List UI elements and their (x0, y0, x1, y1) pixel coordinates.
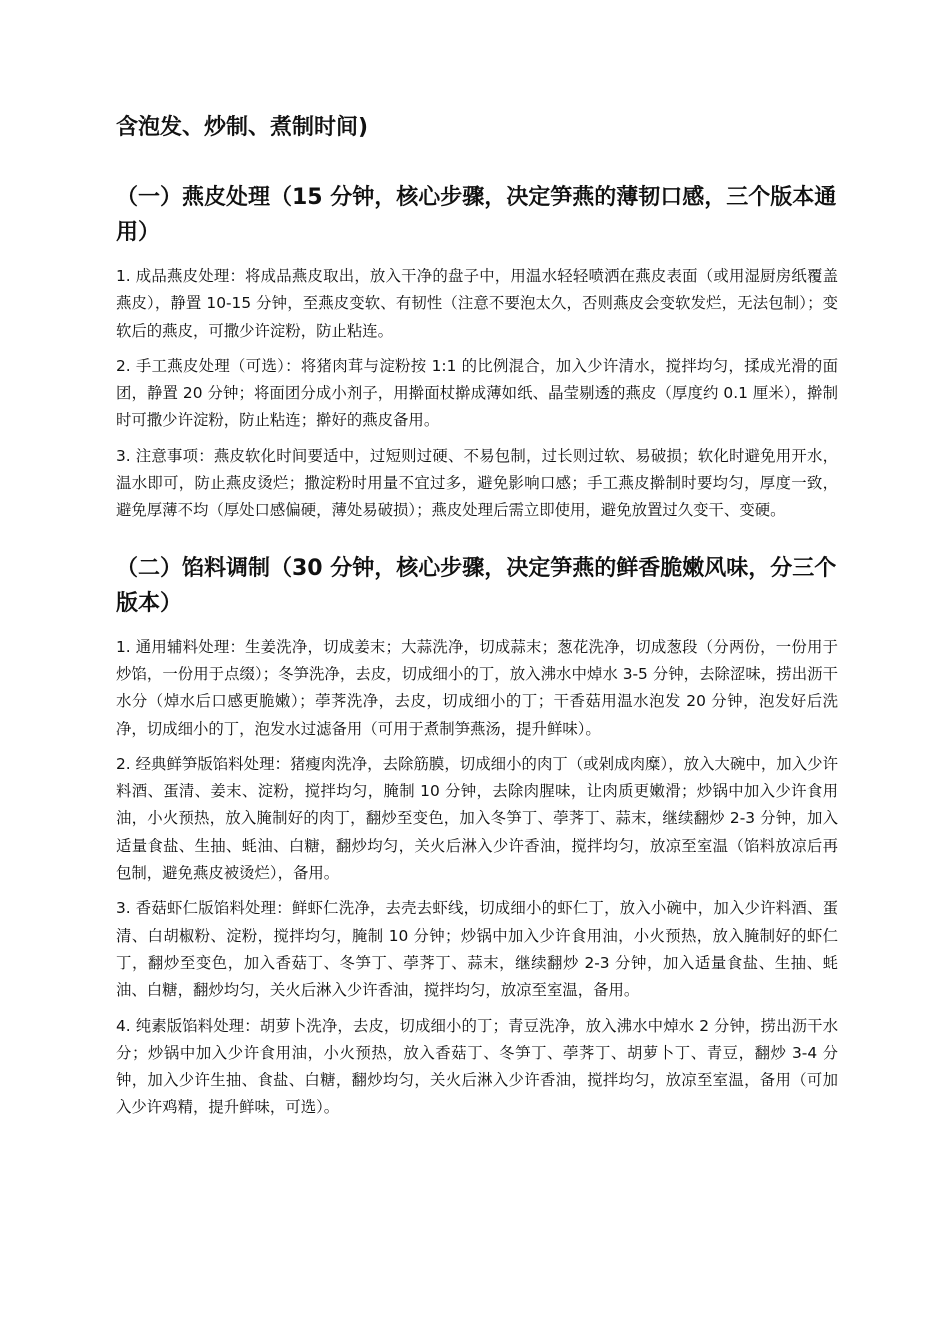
paragraph: 1. 成品燕皮处理：将成品燕皮取出，放入干净的盘子中，用温水轻轻喷洒在燕皮表面（或用湿厨房纸覆盖燕皮），静置 10-15 分钟，至燕皮变软、有韧性（注意不要泡太久，否则燕皮会变软发烂，无法包制）；变软后的燕皮，可撒少许淀粉，防止粘连。 (116, 267, 838, 340)
section-heading-skin: （一）燕皮处理（15 分钟，核心步骤，决定笋燕的薄韧口感，三个版本通用） (116, 185, 837, 245)
section-wrapper-filling (116, 551, 838, 1122)
section-heading-filling: （二）馅料调制（30 分钟，核心步骤，决定笋燕的鲜香脆嫩风味，分三个版本） (116, 555, 837, 616)
paragraph: 2. 经典鲜笋版馅料处理：猪瘦肉洗净，去除筋膜，切成细小的肉丁（或剁成肉糜），放入大碗中，加入少许料酒、蛋清、姜末、淀粉，搅拌均匀，腌制 10 分钟，去除肉腥味，让肉质更嫩滑；炒锅中加入少许食用油，小火预热，放入腌制好的肉丁，翻炒至变色，加入冬笋丁、荸荠丁、蒜末，继续翻炒 2-3 分钟，加入适量食盐、生抽、蚝油、白糖，翻炒均匀，关火后淋入少许香油，搅拌均匀，放凉至室温（馅料放凉后再包制，避免燕皮被烫烂），备用。 (116, 754, 838, 883)
paragraph: 3. 注意事项：燕皮软化时间要适中，过短则过硬、不易包制，过长则过软、易破损；软化时避免用开水，温水即可，防止燕皮烫烂；撒淀粉时用量不宜过多，避免影响口感；手工燕皮擀制时要均匀，厚度一致，避免厚薄不均（厚处口感偏硬，薄处易破损）；燕皮处理后需立即使用，避免放置过久变干、变硬。 (116, 446, 838, 520)
paragraph: 4. 纯素版馅料处理：胡萝卜洗净，去皮，切成细小的丁；青豆洗净，放入沸水中焯水 2 分钟，捞出沥干水分；炒锅中加入少许食用油，小火预热，放入香菇丁、冬笋丁、荸荠丁、胡萝卜丁、青豆，翻炒 3-4 分钟，加入少许生抽、食盐、白糖，翻炒均匀，关火后淋入少许香油，搅拌均匀，放凉至室温，备用（可加入少许鸡精，提升鲜味，可选）。 (116, 1016, 838, 1117)
document-page (116, 110, 838, 1148)
paragraph: 1. 通用辅料处理：生姜洗净，切成姜末；大蒜洗净，切成蒜末；葱花洗净，切成葱段（分两份，一份用于炒馅，一份用于点缀）；冬笋洗净，去皮，切成细小的丁，放入沸水中焯水 3-5 分钟，去除涩味，捞出沥干水分（焯水后口感更脆嫩）；荸荠洗净，去皮，切成细小的丁；干香菇用温水泡发 20 分钟，泡发好后洗净，切成细小的丁，泡发水过滤备用（可用于煮制笋燕汤，提升鲜味）。 (116, 637, 838, 738)
section-wrapper-skin (116, 180, 838, 525)
paragraph: 2. 手工燕皮处理（可选）：将猪肉茸与淀粉按 1:1 的比例混合，加入少许清水，搅拌均匀，揉成光滑的面团，静置 20 分钟；将面团分成小剂子，用擀面杖擀成薄如纸、晶莹剔透的燕皮（厚度约 0.1 厘米），擀制时可撒少许淀粉，防止粘连；擀好的燕皮备用。 (116, 356, 838, 430)
paragraph: 3. 香菇虾仁版馅料处理：鲜虾仁洗净，去壳去虾线，切成细小的虾仁丁，放入小碗中，加入少许料酒、蛋清、白胡椒粉、淀粉，搅拌均匀，腌制 10 分钟；炒锅中加入少许食用油，小火预热，放入腌制好的虾仁丁，翻炒至变色，加入香菇丁、冬笋丁、荸荠丁、蒜末，继续翻炒 2-3 分钟，加入适量食盐、生抽、蚝油、白糖，翻炒均匀，关火后淋入少许香油，搅拌均匀，放凉至室温，备用。 (116, 899, 838, 1000)
page-title: 含泡发、炒制、煮制时间) (116, 115, 369, 140)
